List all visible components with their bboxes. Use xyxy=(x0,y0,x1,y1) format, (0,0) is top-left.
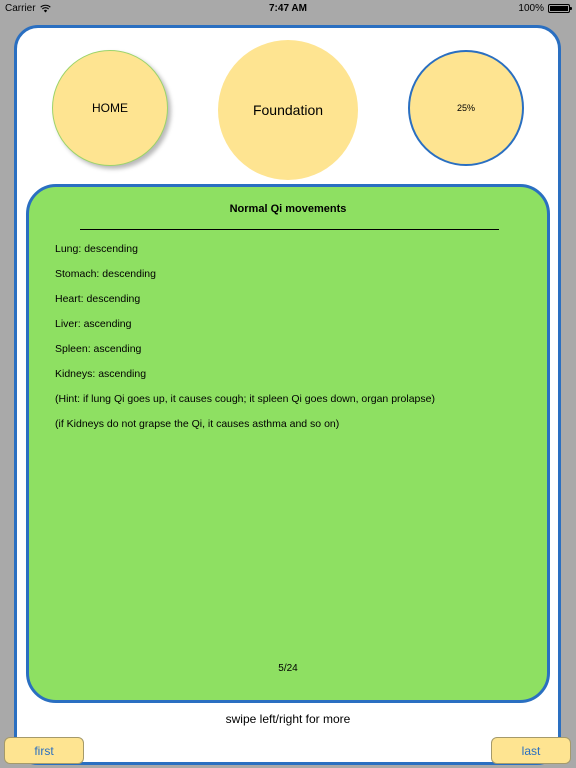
content-line: Kidneys: ascending xyxy=(55,368,147,380)
content-line: Liver: ascending xyxy=(55,318,132,330)
swipe-hint: swipe left/right for more xyxy=(225,712,351,726)
carrier-label: Carrier xyxy=(5,3,36,14)
content-line: (Hint: if lung Qi goes up, it causes cough; it spleen Qi goes down, organ prolapse) xyxy=(55,393,435,405)
home-button[interactable]: HOME xyxy=(52,50,168,166)
content-line: (if Kidneys do not grapse the Qi, it causes asthma and so on) xyxy=(55,418,340,430)
content-line: Stomach: descending xyxy=(55,268,156,280)
status-time: 7:47 AM xyxy=(269,3,307,14)
last-button[interactable]: last xyxy=(491,737,571,764)
battery-icon xyxy=(548,4,570,13)
section-title-circle: Foundation xyxy=(218,40,358,180)
content-line: Spleen: ascending xyxy=(55,343,142,355)
first-button[interactable]: first xyxy=(4,737,84,764)
status-bar xyxy=(0,0,576,18)
content-panel[interactable] xyxy=(26,184,550,703)
panel-title: Normal Qi movements xyxy=(229,203,347,215)
status-battery xyxy=(518,3,570,14)
content-line: Lung: descending xyxy=(55,243,138,255)
battery-percent: 100% xyxy=(518,3,544,14)
progress-circle: 25% xyxy=(408,50,524,166)
content-lines xyxy=(55,242,527,442)
title-divider xyxy=(80,229,499,230)
page-indicator: 5/24 xyxy=(278,663,298,674)
content-line: Heart: descending xyxy=(55,293,141,305)
